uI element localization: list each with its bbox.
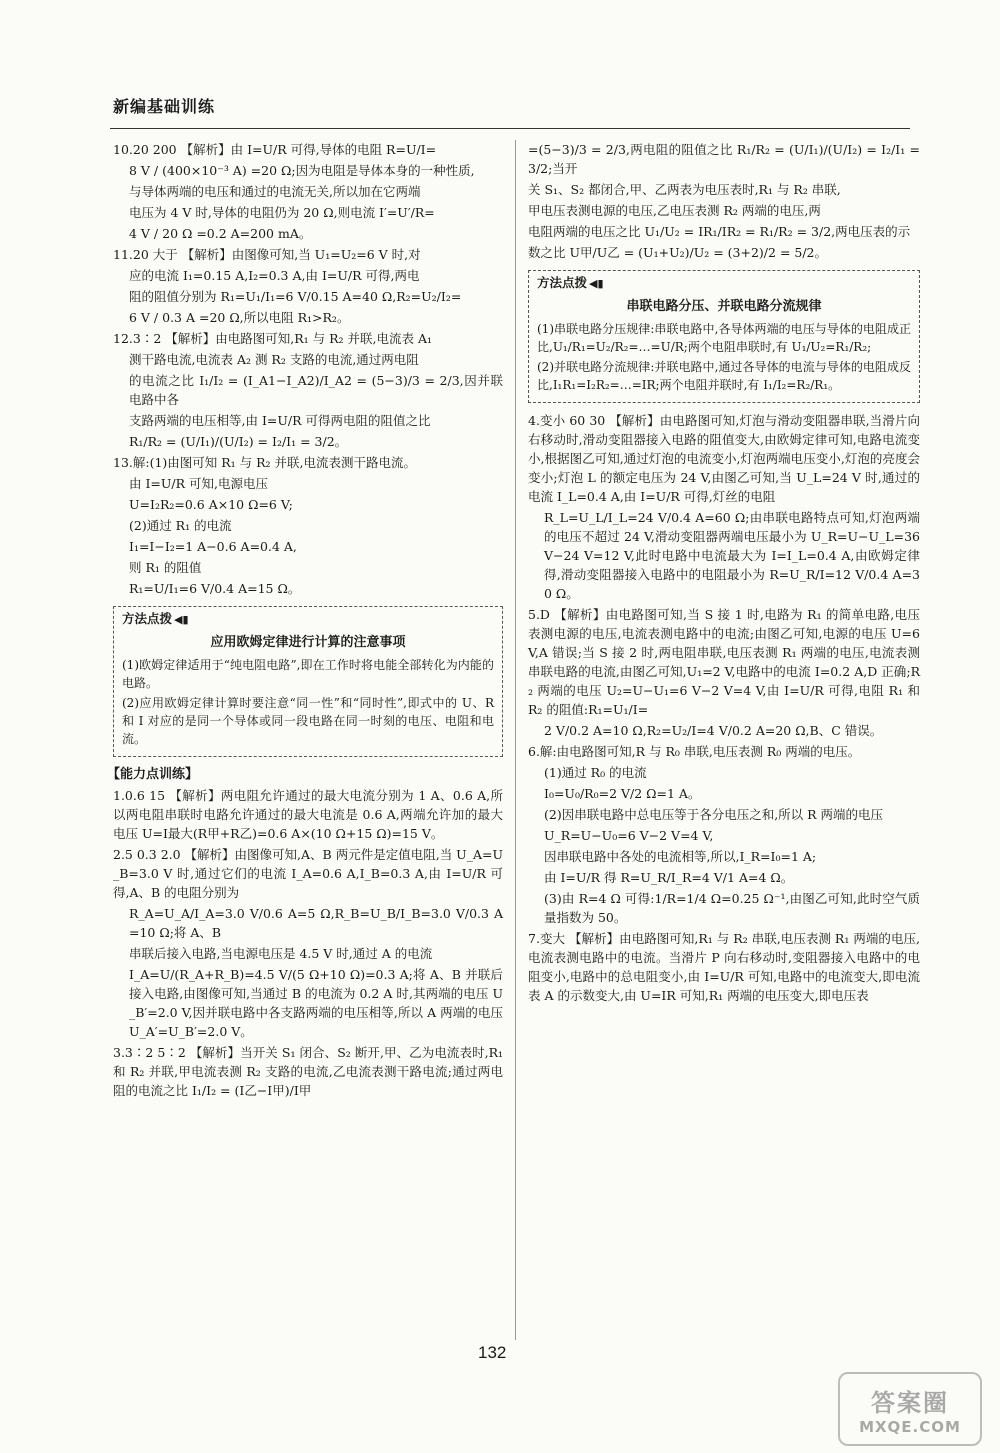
book-title: 新编基础训练 — [113, 97, 216, 116]
speaker-icon: ◀▮ — [589, 277, 604, 290]
tip-line: (2)并联电路分流规律:并联电路中,通过各导体的电流与导体的电阻成反比,I₁R₁=I₂R₂=…=IR;两个电阻并联时,有 I₁/I₂=R₂/R₁。 — [537, 360, 911, 392]
text-line: 8 V / (400×10⁻³ A) =20 Ω;因为电阻是导体本身的一种性质, — [129, 163, 475, 178]
tip-label — [533, 273, 608, 293]
text-line: 6 V / 0.3 A =20 Ω,所以电阻 R₁>R₂。 — [129, 310, 350, 325]
text-line: 6.解:由电路图可知,R 与 R₀ 串联,电压表测 R₀ 两端的电压。 — [528, 744, 861, 759]
tip-label-text: 方法点拨 — [122, 611, 173, 626]
text-line: 测干路电流,电流表 A₂ 测 R₂ 支路的电流,通过两电阻 — [129, 352, 419, 367]
text-line: R_A=U_A/I_A=3.0 V/0.6 A=5 Ω,R_B=U_B/I_B=3.0 V/0.3 A=10 Ω;将 A、B — [129, 906, 503, 940]
text-line: (2)通过 R₁ 的电流 — [129, 518, 232, 533]
speaker-icon: ◀▮ — [174, 613, 189, 626]
tip-title: 应用欧姆定律进行计算的注意事项 — [210, 635, 406, 650]
watermark-bottom: MXQE.COM — [859, 1417, 961, 1436]
text-line: 支路两端的电压相等,由 I=U/R 可得两电阻的阻值之比 — [129, 413, 431, 428]
text-line: I₁=I−I₂=1 A−0.6 A=0.4 A, — [129, 539, 297, 554]
text-line: 则 R₁ 的阻值 — [129, 560, 202, 575]
text-line: I₀=U₀/R₀=2 V/2 Ω=1 A。 — [544, 786, 701, 801]
text-line: 因串联电路中各处的电流相等,所以,I_R=I₀=1 A; — [544, 849, 817, 864]
text-line: (1)通过 R₀ 的电流 — [544, 765, 647, 780]
header-rule — [110, 128, 910, 129]
text-line: 关 S₁、S₂ 都闭合,甲、乙两表为电压表时,R₁ 与 R₂ 串联, — [528, 182, 841, 197]
text-line: 1.0.6 15 【解析】两电阻允许通过的最大电流分别为 1 A、0.6 A,所以两电阻串联时电路允许通过的最大电流是 0.6 A,两端允许加的最大电压 U=I最大(R甲+R乙)=0.6 A×(10 Ω+15 Ω)=15 V。 — [113, 788, 503, 841]
text-line: 电压为 4 V 时,导体的电阻仍为 20 Ω,则电流 I′=U′/R= — [129, 205, 435, 220]
tip-box — [113, 606, 503, 757]
text-line: 由 I=U/R 可知,电源电压 — [129, 476, 268, 491]
text-line: 11.20 大于 【解析】由图像可知,当 U₁=U₂=6 V 时,对 — [113, 247, 421, 262]
tip-line: (1)欧姆定律适用于“纯电阻电路”,即在工作时将电能全部转化为内能的电路。 — [122, 658, 494, 690]
text-line: 2.5 0.3 2.0 【解析】由图像可知,A、B 两元件是定值电阻,当 U_A=U_B=3.0 V 时,通过它们的电流 I_A=0.6 A,I_B=0.3 A,由 I=U/R 可得,A、B 的电阻分别为 — [113, 847, 503, 900]
section-title: 【能力点训练】 — [107, 767, 199, 782]
text-line: 与导体两端的电压和通过的电流无关,所以加在它两端 — [129, 184, 421, 199]
text-line: 12.3∶2 【解析】由电路图可知,R₁ 与 R₂ 并联,电流表 A₁ — [113, 331, 432, 346]
text-line: 数之比 U甲/U乙 = (U₁+U₂)/U₂ = (3+2)/2 = 5/2。 — [528, 245, 828, 260]
left-block-1 — [113, 140, 503, 598]
text-line: (3)由 R=4 Ω 可得:1/R=1/4 Ω=0.25 Ω⁻¹,由图乙可知,此时空气质量指数为 50。 — [544, 891, 920, 925]
text-line: 串联后接入电路,当电源电压是 4.5 V 时,通过 A 的电流 — [129, 946, 433, 961]
text-line: 电阻两端的电压之比 U₁/U₂ = IR₁/IR₂ = R₁/R₂ = 3/2,两电压表的示 — [528, 224, 911, 239]
right-column — [528, 140, 920, 1007]
text-line: R₁=U/I₁=6 V/0.4 A=15 Ω。 — [129, 581, 301, 596]
tip-box — [528, 270, 920, 403]
watermark-logo — [838, 1372, 982, 1446]
text-line: R₁/R₂ = (U/I₁)/(U/I₂) = I₂/I₁ = 3/2。 — [129, 434, 348, 449]
text-line: 4.变小 60 30 【解析】由电路图可知,灯泡与滑动变阻器串联,当滑片向右移动时,滑动变阻器接入电路的阻值变大,由欧姆定律可知,电路电流变小,根据图乙可知,通过灯泡的电流变小,灯泡两端电压变小,灯泡的亮度会变小;灯泡 L 的额定电压为 24 V,由图乙可知,当 U_L=24 V 时,通过的电流 I_L=0.4 A,由 I=U/R 可得,灯丝的电阻 — [528, 413, 920, 504]
text-line: 甲电压表测电源的电压,乙电压表测 R₂ 两端的电压,两 — [528, 203, 821, 218]
text-line: 的电流之比 I₁/I₂ = (I_A1−I_A2)/I_A2 = (5−3)/3 = 2/3,因并联电路中各 — [129, 373, 503, 407]
column-divider — [515, 140, 516, 1340]
text-line: R_L=U_L/I_L=24 V/0.4 A=60 Ω;由串联电路特点可知,灯泡两端的电压不超过 24 V,滑动变阻器两端电压最小为 U_R=U−U_L=36 V−24 V=12 V,此时电路中电流最大为 I=I_L=0.4 A,由欧姆定律得,滑动变阻器接入电路中的电阻最小为 R=U_R/I=12 V/0.4 A=30 Ω。 — [544, 510, 920, 601]
left-block-2 — [113, 786, 503, 1100]
tip-line: (1)串联电路分压规律:串联电路中,各导体两端的电压与导体的电阻成正比,U₁/R₁=U₂/R₂=…=U/R;两个电阻串联时,有 U₁/U₂=R₁/R₂; — [537, 322, 911, 354]
text-line: 5.D 【解析】由电路图可知,当 S 接 1 时,电路为 R₁ 的简单电路,电压表测电源的电压,电流表测电路中的电流;由图乙可知,电源的电压 U=6 V,A 错误;当 S 接 2 时,两电阻串联,电压表测 R₁ 两端的电压,电流表测串联电路的电流,由图乙可知,U₁=2 V,电路中的电流 I=0.2 A,D 正确;R₂ 两端的电压 U₂=U−U₁=6 V−2 V=4 V,由 I=U/R 可得,电阻 R₁ 和 R₂ 的阻值:R₁=U₁/I= — [528, 607, 920, 717]
text-line: 7.变大 【解析】由电路图可知,R₁ 与 R₂ 串联,电压表测 R₁ 两端的电压,电流表测电路中的电流。当滑片 P 向右移动时,变阻器接入电路中的电阻变小,电路中的总电阻变小,由 I=U/R 可知,电路中的电流变大,即电流表 A 的示数变大,由 U=IR 可知,R₁ 两端的电压变大,即电压表 — [528, 931, 920, 1003]
text-line: 阻的阻值分别为 R₁=U₁/I₁=6 V/0.15 A=40 Ω,R₂=U₂/I₂= — [129, 289, 462, 304]
text-line: 13.解:(1)由图可知 R₁ 与 R₂ 并联,电流表测干路电流。 — [113, 455, 417, 470]
text-line: 由 I=U/R 得 R=U_R/I_R=4 V/1 A=4 Ω。 — [544, 870, 794, 885]
text-line: I_A=U/(R_A+R_B)=4.5 V/(5 Ω+10 Ω)=0.3 A;将 A、B 并联后接入电路,由图像可知,当通过 B 的电流为 0.2 A 时,其两端的电压 U_B′=2.0 V,因并联电路中各支路两端的电压相等,所以 A 两端的电压 U_A′=U_B′=2.0 V。 — [129, 967, 503, 1039]
tip-label-text: 方法点拨 — [537, 275, 588, 290]
text-line: U=I₂R₂=0.6 A×10 Ω=6 V; — [129, 497, 293, 512]
tip-line: (2)应用欧姆定律计算时要注意“同一性”和“同时性”,即式中的 U、R 和 I 对应的是同一个导体或同一段电路在同一时刻的电压、电阻和电流。 — [122, 696, 494, 746]
right-block-2 — [528, 411, 920, 1005]
left-column — [107, 140, 503, 1102]
text-line: =(5−3)/3 = 2/3,两电阻的阻值之比 R₁/R₂ = (U/I₁)/(U/I₂) = I₂/I₁ = 3/2;当开 — [528, 142, 920, 176]
text-line: 10.20 200 【解析】由 I=U/R 可得,导体的电阻 R=U/I= — [113, 142, 437, 157]
tip-body — [537, 320, 911, 394]
text-line: 应的电流 I₁=0.15 A,I₂=0.3 A,由 I=U/R 可得,两电 — [129, 268, 420, 283]
tip-title: 串联电路分压、并联电路分流规律 — [626, 299, 822, 314]
text-line: (2)因串联电路中总电压等于各分电压之和,所以 R 两端的电压 — [544, 807, 884, 822]
page-number: 132 — [478, 1343, 507, 1362]
text-line: 4 V / 20 Ω =0.2 A=200 mA。 — [129, 226, 312, 241]
tip-label — [118, 609, 193, 629]
text-line: U_R=U−U₀=6 V−2 V=4 V, — [544, 828, 714, 843]
right-block-1 — [528, 140, 920, 262]
watermark-top: 答案圈 — [871, 1388, 949, 1417]
tip-body — [122, 656, 494, 748]
text-line: 3.3∶2 5∶2 【解析】当开关 S₁ 闭合、S₂ 断开,甲、乙为电流表时,R₁ 和 R₂ 并联,甲电流表测 R₂ 支路的电流,乙电流表测干路电流;通过两电阻的电流之比 I₁/I₂ = (I乙−I甲)/I甲 — [113, 1045, 503, 1098]
text-line: 2 V/0.2 A=10 Ω,R₂=U₂/I=4 V/0.2 A=20 Ω,B、C 错误。 — [544, 723, 883, 738]
